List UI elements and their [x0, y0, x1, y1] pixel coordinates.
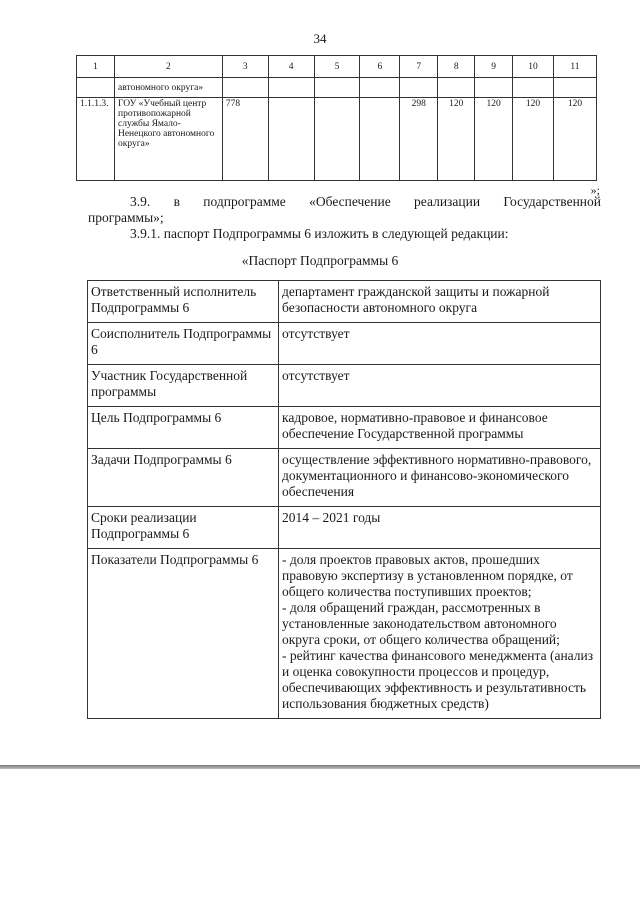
table-cell — [268, 98, 314, 181]
item-number-cell: 1.1.1.3. — [77, 98, 115, 181]
table-cell — [314, 78, 360, 98]
table-header-row — [77, 56, 597, 78]
table-cell — [360, 78, 400, 98]
passport-value: отсутствует — [279, 323, 601, 365]
passport-label: Показатели Подпрограммы 6 — [88, 549, 279, 719]
table-cell: 120 — [438, 98, 475, 181]
passport-row — [88, 365, 601, 407]
blank-area — [0, 769, 640, 905]
passport-row — [88, 281, 601, 323]
header-cell: 8 — [438, 56, 475, 78]
passport-value: кадровое, нормативно-правовое и финансовое обеспечение Государственной программы — [279, 407, 601, 449]
passport-row — [88, 449, 601, 507]
passport-table — [87, 280, 601, 719]
passport-value: - доля проектов правовых актов, прошедших правовую экспертизу в установленном порядке, от общего количества поступивших проектов; - доля обращений граждан, рассмотренных в установленные законодательством автономного округа сроки, от общего количества обращений; - рейтинг качества финансового менеджмента (анализ и оценка совокупности процессов и процедур, обеспечивающих эффективность и результативность использования бюджетных средств) — [279, 549, 601, 719]
passport-label: Соисполнитель Подпрограммы 6 — [88, 323, 279, 365]
table-cell — [268, 78, 314, 98]
table-cell: 120 — [553, 98, 596, 181]
closing-quote: »; — [590, 183, 600, 197]
passport-value: осуществление эффективного нормативно-правового, документационного и финансово-экономического обеспечения — [279, 449, 601, 507]
table-row — [77, 78, 597, 98]
header-cell: 6 — [360, 56, 400, 78]
item-name-cell: ГОУ «Учебный центр противопожарной службы Ямало-Ненецкого автономного округа» — [114, 98, 222, 181]
header-cell: 7 — [400, 56, 438, 78]
table-cell — [475, 78, 513, 98]
table-cell — [553, 78, 596, 98]
passport-label: Ответственный исполнитель Подпрограммы 6 — [88, 281, 279, 323]
paragraph-3-9 — [88, 194, 601, 226]
page-number: 34 — [313, 31, 327, 46]
passport-row — [88, 549, 601, 719]
passport-row — [88, 407, 601, 449]
paragraph-line: 3.9. в подпрограмме «Обеспечение реализации Государственной — [130, 194, 601, 209]
passport-value: департамент гражданской защиты и пожарной безопасности автономного округа — [279, 281, 601, 323]
passport-row — [88, 323, 601, 365]
table-cell — [513, 78, 554, 98]
table-cell — [400, 78, 438, 98]
table-cell — [438, 78, 475, 98]
table-cell: автономного округа» — [114, 78, 222, 98]
passport-label: Участник Государственной программы — [88, 365, 279, 407]
passport-label: Задачи Подпрограммы 6 — [88, 449, 279, 507]
header-cell: 9 — [475, 56, 513, 78]
paragraph-line: программы»; — [88, 210, 164, 225]
header-cell: 11 — [553, 56, 596, 78]
header-cell: 2 — [114, 56, 222, 78]
table-cell — [222, 78, 268, 98]
passport-title: «Паспорт Подпрограммы 6 — [241, 253, 399, 268]
table-cell — [77, 78, 115, 98]
paragraph-3-9-1: 3.9.1. паспорт Подпрограммы 6 изложить в следующей редакции: — [130, 226, 509, 241]
header-cell: 1 — [77, 56, 115, 78]
passport-value: 2014 – 2021 годы — [279, 507, 601, 549]
table-cell — [360, 98, 400, 181]
header-cell: 3 — [222, 56, 268, 78]
header-cell: 5 — [314, 56, 360, 78]
passport-label: Сроки реализации Подпрограммы 6 — [88, 507, 279, 549]
table-cell — [314, 98, 360, 181]
table-row — [77, 98, 597, 181]
header-cell: 10 — [513, 56, 554, 78]
funding-table — [76, 55, 597, 181]
table-cell: 298 — [400, 98, 438, 181]
table-cell: 120 — [475, 98, 513, 181]
header-cell: 4 — [268, 56, 314, 78]
table-cell: 778 — [222, 98, 268, 181]
passport-label: Цель Подпрограммы 6 — [88, 407, 279, 449]
passport-row — [88, 507, 601, 549]
passport-value: отсутствует — [279, 365, 601, 407]
table-cell: 120 — [513, 98, 554, 181]
